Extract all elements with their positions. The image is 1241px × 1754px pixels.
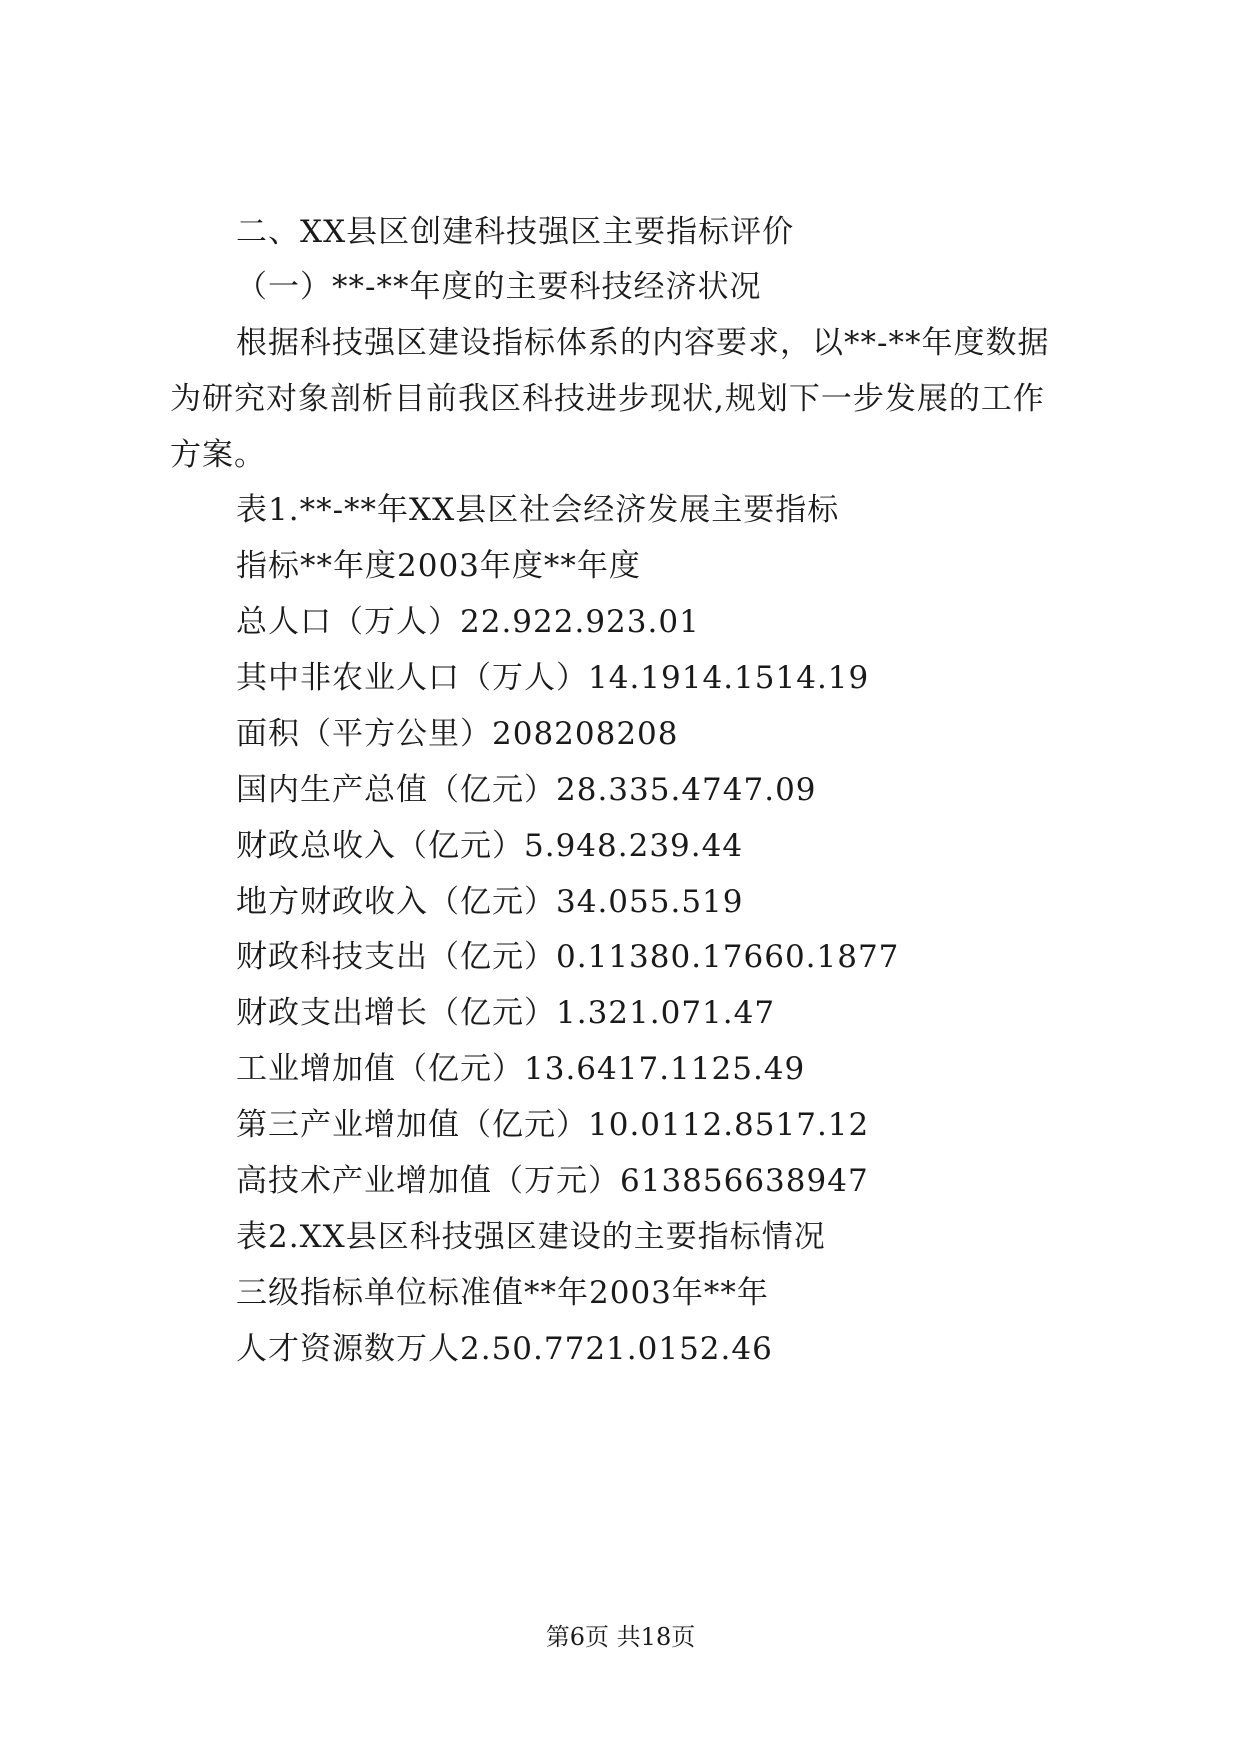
table2-row: 人才资源数万人2.50.7721.0152.46 — [236, 1331, 773, 1367]
table1-row: 面积（平方公里）208208208 — [236, 716, 679, 752]
table1-row: 财政总收入（亿元）5.948.239.44 — [236, 828, 744, 864]
table1-row: 财政科技支出（亿元）0.11380.17660.1877 — [236, 939, 900, 975]
subsection-heading: （一）**-**年度的主要科技经济状况 — [236, 269, 762, 305]
table1-header: 指标**年度2003年度**年度 — [236, 548, 641, 584]
paragraph-line: 为研究对象剖析目前我区科技进步现状,规划下一步发展的工作 — [170, 381, 1045, 417]
table1-row: 工业增加值（亿元）13.6417.1125.49 — [236, 1051, 806, 1087]
table1-title: 表1.**-**年XX县区社会经济发展主要指标 — [236, 492, 840, 528]
table1-row: 国内生产总值（亿元）28.335.4747.09 — [236, 772, 817, 808]
table2-title: 表2.XX县区科技强区建设的主要指标情况 — [236, 1219, 826, 1255]
table1-row: 其中非农业人口（万人）14.1914.1514.19 — [236, 660, 870, 696]
section-heading: 二、XX县区创建科技强区主要指标评价 — [236, 214, 795, 250]
page-footer: 第6页 共18页 — [545, 1623, 696, 1651]
table1-row: 总人口（万人）22.922.923.01 — [236, 604, 700, 640]
paragraph-line: 方案。 — [170, 437, 266, 473]
table1-row: 财政支出增长（亿元）1.321.071.47 — [236, 995, 776, 1031]
table2-header: 三级指标单位标准值**年2003年**年 — [236, 1275, 769, 1311]
paragraph-line: 根据科技强区建设指标体系的内容要求，以**-**年度数据 — [236, 325, 1050, 361]
table1-row: 地方财政收入（亿元）34.055.519 — [236, 884, 744, 920]
table1-row: 高技术产业增加值（万元）613856638947 — [236, 1163, 869, 1199]
table1-row: 第三产业增加值（亿元）10.0112.8517.12 — [236, 1107, 870, 1143]
